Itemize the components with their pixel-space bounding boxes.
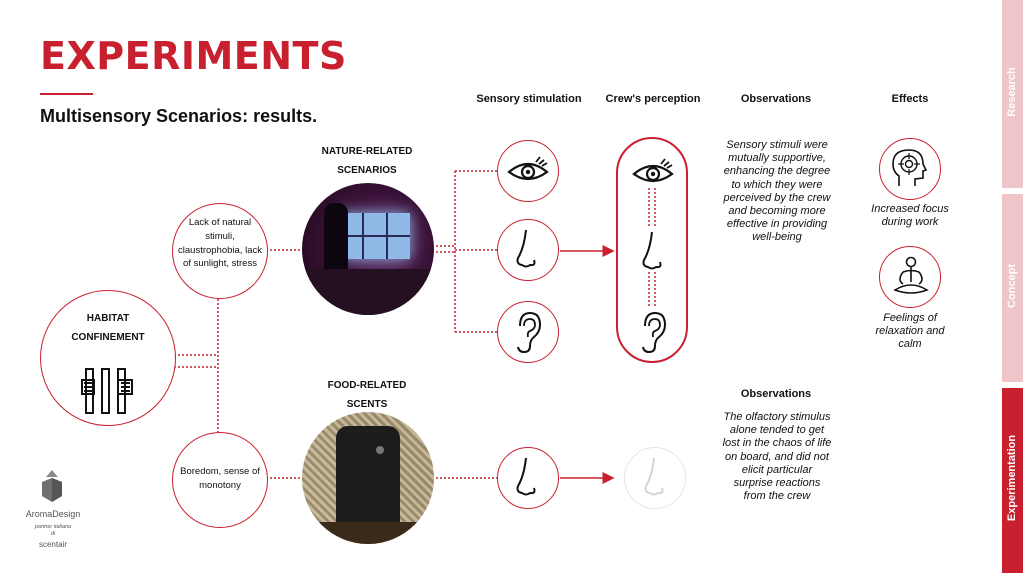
- column-header-sensory: Sensory stimulation: [476, 93, 582, 105]
- cause-top-text: Lack of natural stimuli, claustrophobia, lack of sunlight, stress: [178, 217, 262, 270]
- logo-brand: AromaDesign: [25, 509, 81, 519]
- person-silhouette: [324, 203, 348, 273]
- page-title: EXPERIMENTS: [40, 34, 347, 78]
- nose-icon: [640, 456, 670, 500]
- nose-icon: [512, 228, 542, 272]
- food-scenario-label: FOOD-RELATED SCENTS: [327, 380, 407, 410]
- effect-relax-text: Feelings of relaxation and calm: [875, 312, 945, 351]
- title-underline: [40, 93, 93, 95]
- habitat-label: HABITAT CONFINEMENT: [71, 313, 145, 343]
- effect-focus-text: Increased focus during work: [871, 203, 949, 229]
- head-target-icon: [889, 146, 933, 190]
- nature-scenario-photo: [302, 183, 434, 315]
- observation-food: The olfactory stimulus alone tended to get lost in the chaos of life on board, and did not elicit particular surprise reactions from the crew: [722, 411, 832, 503]
- eye-icon: [506, 154, 550, 186]
- aromadesign-logo-mark: [38, 470, 66, 506]
- logo-partner-brand: scentair: [38, 540, 67, 549]
- nav-tab-experimentation[interactable]: Experimentation: [1002, 388, 1023, 573]
- cause-bottom-text: Boredom, sense of monotony: [180, 466, 260, 491]
- observation-food-heading: Observations: [740, 388, 812, 400]
- jail-bars-hands-icon: [80, 368, 136, 414]
- nature-scenario-label: NATURE-RELATED SCENARIOS: [321, 146, 413, 176]
- food-scenario-photo: [302, 412, 434, 544]
- column-header-effects: Effects: [891, 93, 929, 105]
- screen-glow: [340, 213, 410, 259]
- logo-partner-text: partner italiano di: [34, 524, 72, 538]
- column-header-observations: Observations: [740, 93, 812, 105]
- ear-icon: [638, 310, 668, 354]
- nav-tab-concept[interactable]: Concept: [1002, 194, 1023, 382]
- nose-icon: [512, 456, 542, 500]
- page-subtitle: Multisensory Scenarios: results.: [40, 106, 318, 126]
- ear-icon: [513, 310, 543, 354]
- observation-nature: Sensory stimuli were mutually supportive, enhancing the degree to which they were perceived by the crew and becoming more effective in providing well-being: [723, 139, 831, 244]
- meditation-icon: [889, 254, 933, 300]
- nav-tab-research[interactable]: Research: [1002, 0, 1023, 188]
- eye-icon: [631, 156, 675, 188]
- nose-icon: [638, 230, 668, 274]
- column-header-crew: Crew's perception: [605, 93, 701, 105]
- diffuser-device: [336, 426, 400, 532]
